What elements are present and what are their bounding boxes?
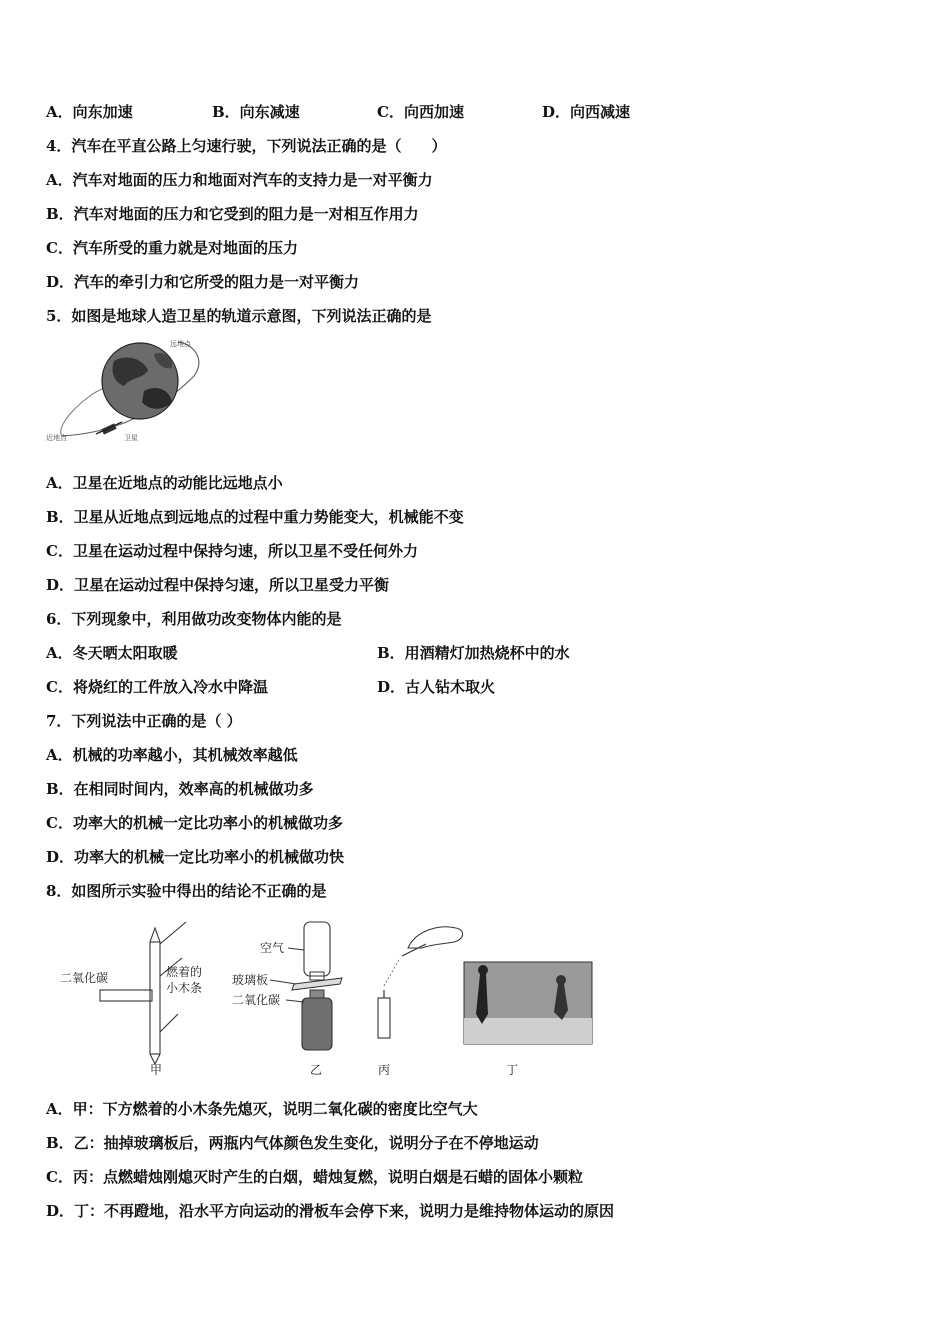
- q3-option-b: B．向东减速: [212, 103, 300, 121]
- bing-smoke: [384, 958, 400, 986]
- jia-stick-bottom: [160, 1014, 178, 1032]
- yi-experiment: [232, 922, 342, 1077]
- q7-option-c: C．功率大的机械一定比功率小的机械做功多: [46, 814, 343, 832]
- q4-option-c: C．汽车所受的重力就是对地面的压力: [46, 239, 298, 257]
- q6-option-d: D．古人钻木取火: [377, 678, 496, 696]
- yi-glass-pointer: [270, 980, 296, 984]
- jia-stick-label-1: 燃着的: [166, 965, 203, 979]
- q7-option-a: A．机械的功率越小，其机械效率越低: [46, 746, 298, 764]
- q8-option-b: B．乙：抽掉玻璃板后，两瓶内气体颜色发生变化，说明分子在不停地运动: [46, 1134, 539, 1152]
- jia-co2-label: 二氧化碳: [60, 971, 109, 985]
- ding-person-right-head: [556, 975, 566, 985]
- q7-stem: 7．下列说法中正确的是（ ）: [46, 712, 242, 730]
- satellite-orbit-figure: [44, 336, 214, 448]
- q8-option-d: D．丁：不再蹬地，沿水平方向运动的滑板车会停下来，说明力是维持物体运动的原因: [46, 1202, 615, 1220]
- q6-option-b: B．用酒精灯加热烧杯中的水: [377, 644, 570, 662]
- ding-caption: 丁: [506, 1063, 519, 1077]
- q3-option-d: D．向西减速: [542, 103, 631, 121]
- yi-bottom-bottle-neck: [310, 990, 324, 998]
- yi-bottom-bottle: [302, 998, 332, 1050]
- q6-option-c: C．将烧红的工件放入冷水中降温: [46, 678, 268, 696]
- yi-air-pointer: [288, 948, 304, 950]
- yi-air-label: 空气: [260, 941, 285, 955]
- jia-stick-label-2: 小木条: [166, 981, 203, 995]
- q5-option-d: D．卫星在运动过程中保持匀速，所以卫星受力平衡: [46, 576, 390, 594]
- q4-option-d: D．汽车的牵引力和它所受的阻力是一对平衡力: [46, 273, 360, 291]
- q5-stem: 5．如图是地球人造卫星的轨道示意图，下列说法正确的是: [46, 307, 432, 325]
- q8-option-a: A．甲：下方燃着的小木条先熄灭，说明二氧化碳的密度比空气大: [46, 1100, 478, 1118]
- q3-options: [46, 102, 746, 122]
- q3-option-c: C．向西加速: [377, 103, 464, 121]
- q4-option-b: B．汽车对地面的压力和它受到的阻力是一对相互作用力: [46, 205, 419, 223]
- q6-option-a: A．冬天晒太阳取暖: [46, 644, 178, 662]
- q4-stem: 4．汽车在平直公路上匀速行驶，下列说法正确的是（ ）: [46, 137, 447, 155]
- q6-options-row2: [46, 677, 746, 697]
- bing-experiment: [378, 927, 463, 1077]
- bing-caption: 丙: [378, 1063, 391, 1077]
- bing-match: [402, 944, 426, 956]
- jia-caption: 甲: [150, 1063, 163, 1077]
- q5-option-b: B．卫星从近地点到远地点的过程中重力势能变大，机械能不变: [46, 508, 464, 526]
- q3-option-a: A．向东加速: [46, 103, 133, 121]
- q7-option-b: B．在相同时间内，效率高的机械做功多: [46, 780, 314, 798]
- orbit-path-left: [61, 388, 104, 436]
- q7-option-d: D．功率大的机械一定比功率小的机械做功快: [46, 848, 345, 866]
- bing-hand: [408, 927, 463, 948]
- yi-co2-label: 二氧化碳: [232, 993, 281, 1007]
- q5-option-a: A．卫星在近地点的动能比远地点小: [46, 474, 283, 492]
- experiment-figure: [56, 914, 616, 1080]
- ding-person-left-head: [478, 965, 488, 975]
- q8-option-c: C．丙：点燃蜡烛刚熄灭时产生的白烟，蜡烛复燃，说明白烟是石蜡的固体小颗粒: [46, 1168, 583, 1186]
- earth-globe: [102, 343, 178, 419]
- yi-co2-pointer: [286, 1000, 304, 1002]
- bing-candle: [378, 998, 390, 1038]
- ding-experiment: [464, 962, 592, 1077]
- q6-stem: 6．下列现象中，利用做功改变物体内能的是: [46, 610, 342, 628]
- yi-caption: 乙: [310, 1063, 323, 1077]
- q6-options-row1: [46, 643, 746, 663]
- jia-tube: [100, 990, 152, 1001]
- q8-stem: 8．如图所示实验中得出的结论不正确的是: [46, 882, 327, 900]
- far-point-label: 远地点: [170, 340, 191, 348]
- near-point-label: 近地点: [46, 434, 67, 442]
- jia-stick-top: [160, 922, 186, 944]
- q5-option-c: C．卫星在运动过程中保持匀速，所以卫星不受任何外力: [46, 542, 418, 560]
- yi-top-bottle: [304, 922, 330, 976]
- q4-option-a: A．汽车对地面的压力和地面对汽车的支持力是一对平衡力: [46, 171, 433, 189]
- jia-column-tip: [150, 928, 160, 942]
- yi-glass-label: 玻璃板: [232, 973, 269, 987]
- jia-experiment: [60, 922, 202, 1077]
- satellite-label: 卫星: [124, 434, 138, 442]
